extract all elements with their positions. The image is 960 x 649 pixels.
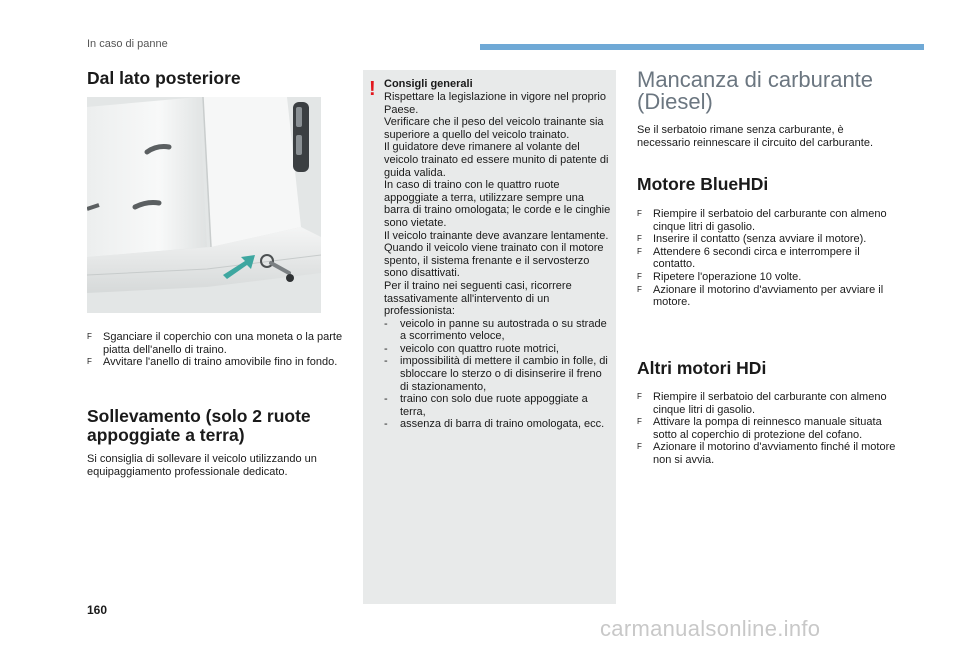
list-item: - impossibilità di mettere il cambio in folle, di sbloccare lo sterzo o di disinserire il freno di stazionamento, bbox=[384, 355, 608, 393]
note-body bbox=[384, 91, 612, 431]
lifting-text: Si consiglia di sollevare il veicolo utilizzando un equipaggiamento professionale dedicato. bbox=[87, 453, 317, 478]
list-item: F Azionare il motorino d'avviamento finché il motore non si avvia. bbox=[637, 441, 896, 466]
note-title: Consigli generali bbox=[384, 78, 473, 90]
list-item: F Riempire il serbatoio del carburante con almeno cinque litri di gasolio. bbox=[637, 391, 887, 416]
bluehdi-steps-list bbox=[637, 208, 899, 309]
list-item: F Attivare la pompa di reinnesco manuale situata sotto al coperchio di protezione del cofano. bbox=[637, 416, 882, 441]
list-item: - veicolo in panne su autostrada o su strade a scorrimento veloce, bbox=[384, 317, 607, 343]
page-section-header: In caso di panne bbox=[87, 38, 168, 50]
list-item: F Inserire il contatto (senza avviare il motore). bbox=[637, 233, 867, 246]
list-item: F Azionare il motorino d'avviamento per avviare il motore. bbox=[637, 283, 884, 309]
list-item: - traino con solo due ruote appoggiate a terra, bbox=[384, 393, 588, 418]
fuel-shortage-title: Mancanza di carburante (Diesel) bbox=[637, 67, 874, 114]
watermark-text: carmanualsonline.info bbox=[600, 616, 821, 641]
bluehdi-title: Motore BlueHDi bbox=[637, 174, 769, 194]
list-item: F Riempire il serbatoio del carburante con almeno cinque litri di gasolio. bbox=[637, 208, 887, 233]
hdi-steps-list bbox=[637, 391, 899, 467]
hdi-title: Altri motori HDi bbox=[637, 358, 767, 378]
list-item: - veicolo con quattro ruote motrici, bbox=[384, 342, 559, 355]
list-item: - assenza di barra di traino omologata, ecc. bbox=[384, 418, 605, 431]
list-item: F Avvitare l'anello di traino amovibile fino in fondo. bbox=[87, 356, 338, 369]
lifting-title: Sollevamento (solo 2 ruote appoggiate a terra) bbox=[87, 406, 311, 445]
rear-bumper-tow-eye-image bbox=[87, 97, 321, 313]
bullet-marker: F bbox=[87, 357, 92, 367]
note-paragraph: Rispettare la legislazione in vigore nel proprio Paese. Verificare che il peso del veicolo trainante sia superiore a quello del veicolo trainato. Il guidatore deve rimanere al volante del veicolo trainato ed essere munito di patente di guida valida. In caso di traino con le quattro ruote appoggiate a terra, utilizzare sempre una barra di traino omologata; le corde e le cinghie sono vietate. Il veicolo trainante deve avanzare lentamente. Quando il veicolo viene trainato con il motore spento, il sistema frenante e il servosterzo sono disattivati. Per il traino nei seguenti casi, ricorrere tassativamente all'intervento di un professionista: bbox=[384, 91, 611, 318]
fuel-shortage-intro: Se il serbatoio rimane senza carburante, è necessario reinnescare il circuito del carburante. bbox=[637, 124, 874, 149]
warning-icon: ! bbox=[369, 78, 376, 100]
list-item: F Ripetere l'operazione 10 volte. bbox=[637, 270, 802, 283]
header-color-bar bbox=[480, 44, 924, 50]
list-item: F Sganciare il coperchio con una moneta o la parte piatta dell'anello di traino. bbox=[87, 331, 343, 356]
page-number: 160 bbox=[87, 603, 108, 617]
vehicle-rear-illustration bbox=[87, 97, 321, 313]
tow-eye-steps-list bbox=[87, 331, 343, 369]
professional-cases-list bbox=[384, 318, 612, 431]
bullet-marker: F bbox=[87, 332, 92, 341]
rear-towing-title: Dal lato posteriore bbox=[87, 68, 241, 88]
list-item: F Attendere 6 secondi circa e interrompere il contatto. bbox=[637, 245, 860, 271]
